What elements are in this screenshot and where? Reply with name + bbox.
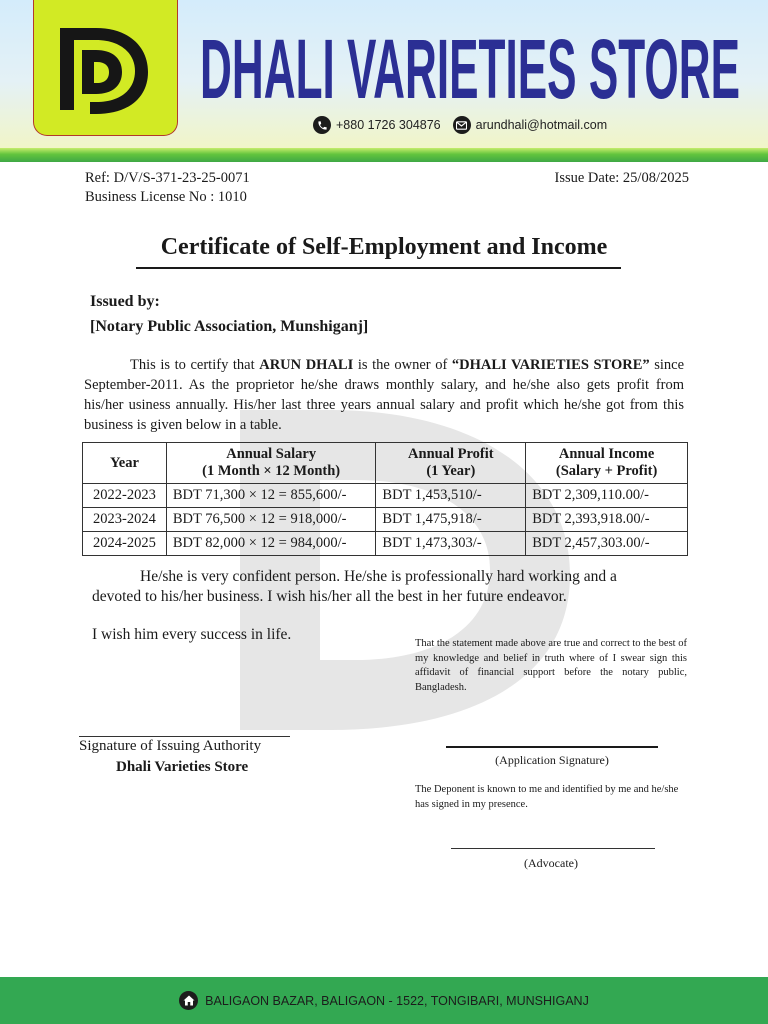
cell-income: BDT 2,309,110.00/-	[526, 484, 688, 508]
application-signature-label: (Application Signature)	[495, 753, 609, 767]
table-row	[83, 508, 688, 532]
cell-salary: BDT 76,500 × 12 = 918,000/-	[166, 508, 376, 532]
cell-salary: BDT 71,300 × 12 = 855,600/-	[166, 484, 376, 508]
store-logo	[33, 0, 178, 136]
phone-icon	[313, 116, 331, 134]
store-name-heading	[200, 22, 745, 112]
contact-info	[313, 115, 607, 135]
cell-profit: BDT 1,473,303/-	[376, 532, 526, 556]
email-address: arundhali@hotmail.com	[475, 118, 608, 132]
affidavit-statement: That the statement made above are true and correct to the best of my knowledge and belief in truth where of I swear sign this affidavit of financial support before the notary public, Bangladesh.	[415, 638, 687, 693]
issuing-authority-label: Signature of Issuing Authority	[79, 738, 262, 754]
cell-income: BDT 2,393,918.00/-	[526, 508, 688, 532]
letterhead	[0, 0, 768, 148]
advocate-label: (Advocate)	[524, 856, 578, 870]
application-signature-line	[446, 746, 658, 748]
reference-number: Ref: D/V/S-371-23-25-0071	[85, 170, 250, 186]
phone-number: +880 1726 304876	[336, 118, 441, 132]
svg-text:DHALI VARIETIES STORE: DHALI VARIETIES STORE	[200, 22, 740, 112]
cell-year: 2023-2024	[83, 508, 167, 532]
cell-salary: BDT 82,000 × 12 = 984,000/-	[166, 532, 376, 556]
issuing-organization: [Notary Public Association, Munshiganj]	[90, 318, 369, 335]
email-icon	[453, 116, 471, 134]
cell-income: BDT 2,457,303.00/-	[526, 532, 688, 556]
cell-profit: BDT 1,475,918/-	[376, 508, 526, 532]
header-annual-profit: Annual Profit (1 Year)	[376, 443, 526, 484]
intro-text-3: since September-2011. As the proprietor he/she draws monthly salary, and he/she also gets profit from his/her usiness annually. His/her last three years annual salary and profit which he/she got from this business is given below in a table.	[84, 357, 685, 433]
issuing-store-name: Dhali Varieties Store	[116, 759, 249, 775]
closing-wish: I wish him every success in life.	[92, 626, 292, 643]
issued-by-label: Issued by:	[90, 293, 160, 310]
certification-paragraph	[84, 355, 684, 435]
character-paragraph	[92, 567, 667, 607]
character-text: He/she is very confident person. He/she is professionally hard working and a devoted to his/her business. I wish his/her all the best in her future endeavor.	[92, 568, 617, 605]
business-license: Business License No : 1010	[85, 189, 247, 205]
dd-logo-icon	[56, 20, 156, 115]
authority-signature-line	[79, 736, 290, 737]
issue-date: Issue Date: 25/08/2025	[554, 170, 689, 186]
cell-year: 2024-2025	[83, 532, 167, 556]
header-annual-salary: Annual Salary (1 Month × 12 Month)	[166, 443, 376, 484]
header-annual-income: Annual Income (Salary + Profit)	[526, 443, 688, 484]
cell-year: 2022-2023	[83, 484, 167, 508]
owner-name: ARUN DHALI	[259, 357, 354, 373]
document-title: Certificate of Self-Employment and Income	[160, 234, 608, 260]
advocate-signature-line	[451, 848, 655, 849]
table-row	[83, 532, 688, 556]
table-row	[83, 484, 688, 508]
footer-address-bar	[0, 977, 768, 1024]
footer-address: BALIGAON BAZAR, BALIGAON - 1522, TONGIBARI, MUNSHIGANJ	[205, 993, 589, 1008]
cell-profit: BDT 1,453,510/-	[376, 484, 526, 508]
deponent-statement: The Deponent is known to me and identified by me and he/she has signed in my presence.	[415, 784, 679, 810]
income-table	[82, 442, 688, 556]
title-underline	[136, 267, 621, 269]
header-year: Year	[83, 443, 167, 484]
header-green-band	[0, 148, 768, 162]
intro-text: This is to certify that	[130, 357, 260, 373]
store-name-quote: “DHALI VARIETIES STORE”	[451, 357, 650, 373]
home-icon	[179, 991, 198, 1010]
intro-text-2: is the owner of	[353, 357, 452, 373]
table-header-row	[83, 443, 688, 484]
